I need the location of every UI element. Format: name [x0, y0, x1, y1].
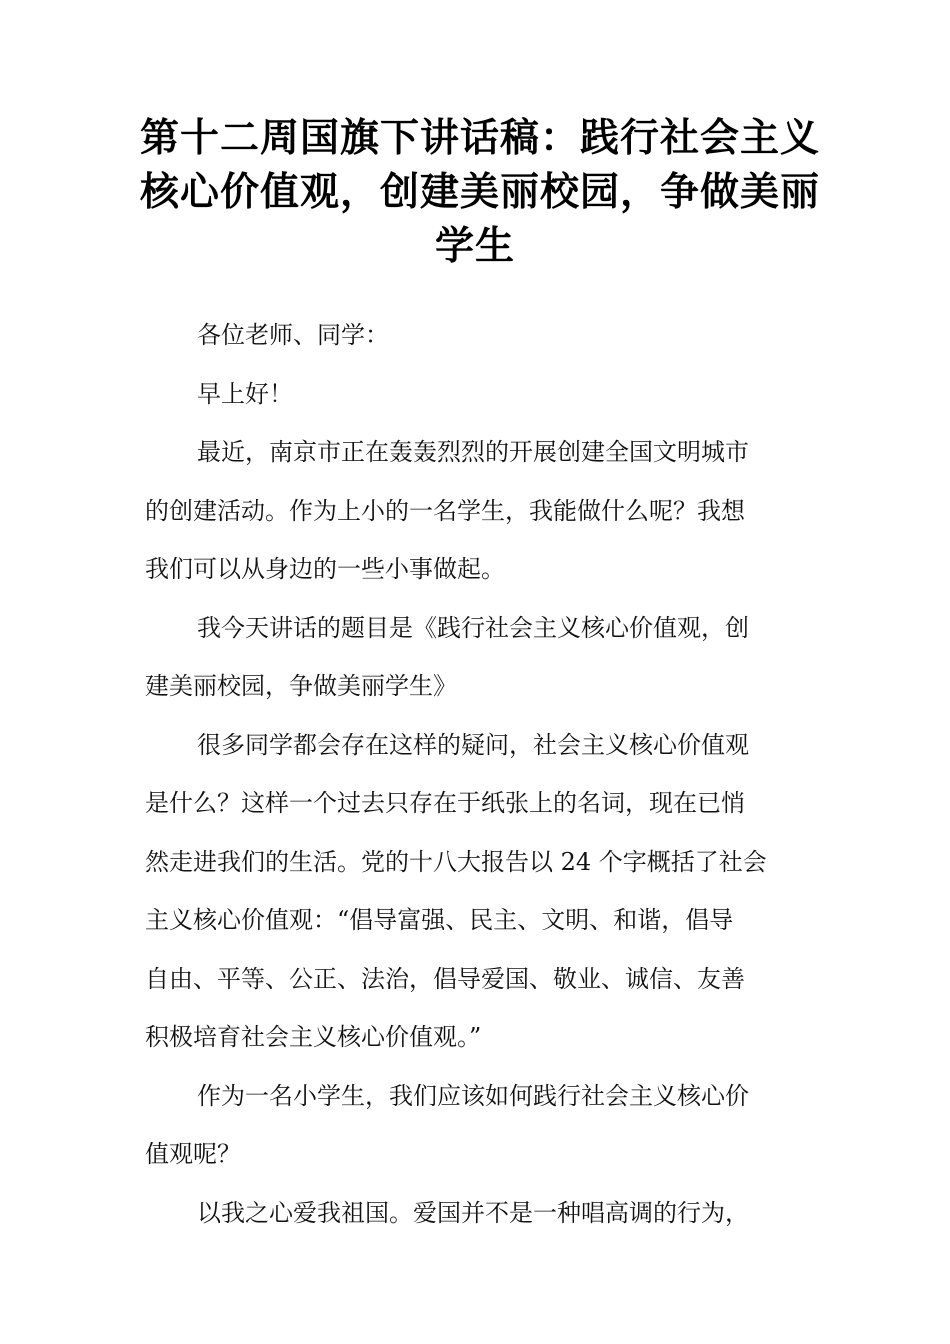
paragraph-3 [145, 423, 810, 599]
paragraph-salutation [145, 306, 810, 365]
title-line-2: 核心价值观，创建美丽校园，争做美丽 [140, 170, 821, 215]
paragraph-line: 积极培育社会主义核心价值观。” [145, 1023, 482, 1051]
paragraph-line: 自由、平等、公正、法治，倡导爱国、敬业、诚信、友善 [145, 964, 745, 993]
document-title [140, 112, 821, 274]
paragraph-line: 以我之心爱我祖国。爱国并不是一种唱高调的行为， [197, 1198, 749, 1227]
paragraph-line: 我们可以从身边的一些小事做起。 [145, 555, 505, 583]
paragraph-line: 最近，南京市正在轰轰烈烈的开展创建全国文明城市 [197, 438, 749, 466]
document-body [145, 306, 810, 1242]
paragraph-line: 建美丽校园，争做美丽学生》 [145, 672, 457, 700]
paragraph-line: 主义核心价值观：“倡导富强、民主、文明、和谐，倡导 [145, 906, 734, 934]
paragraph-6 [145, 1067, 810, 1184]
paragraph-greeting [145, 365, 810, 424]
paragraph-line: 值观呢？ [145, 1140, 241, 1168]
paragraph-7 [145, 1184, 810, 1243]
paragraph-line: 我今天讲话的题目是《践行社会主义核心价值观，创 [197, 613, 749, 642]
paragraph-5 [145, 716, 810, 1067]
title-line-1: 第十二周国旗下讲话稿：践行社会主义 [140, 116, 821, 161]
paragraph-line: 作为一名小学生，我们应该如何践行社会主义核心价 [197, 1081, 749, 1110]
paragraph-line: 的创建活动。作为上小的一名学生，我能做什么呢？我想 [145, 496, 745, 525]
paragraph-line: 早上好！ [197, 379, 293, 408]
paragraph-line: 很多同学都会存在这样的疑问，社会主义核心价值观 [197, 730, 749, 759]
paragraph-line: 然走进我们的生活。党的十八大报告以 24 个字概括了社会 [145, 847, 767, 876]
paragraph-line: 各位老师、同学： [197, 321, 389, 349]
paragraph-line: 是什么？这样一个过去只存在于纸张上的名词，现在已悄 [145, 789, 745, 817]
paragraph-4 [145, 599, 810, 716]
title-line-3: 学生 [434, 224, 515, 269]
